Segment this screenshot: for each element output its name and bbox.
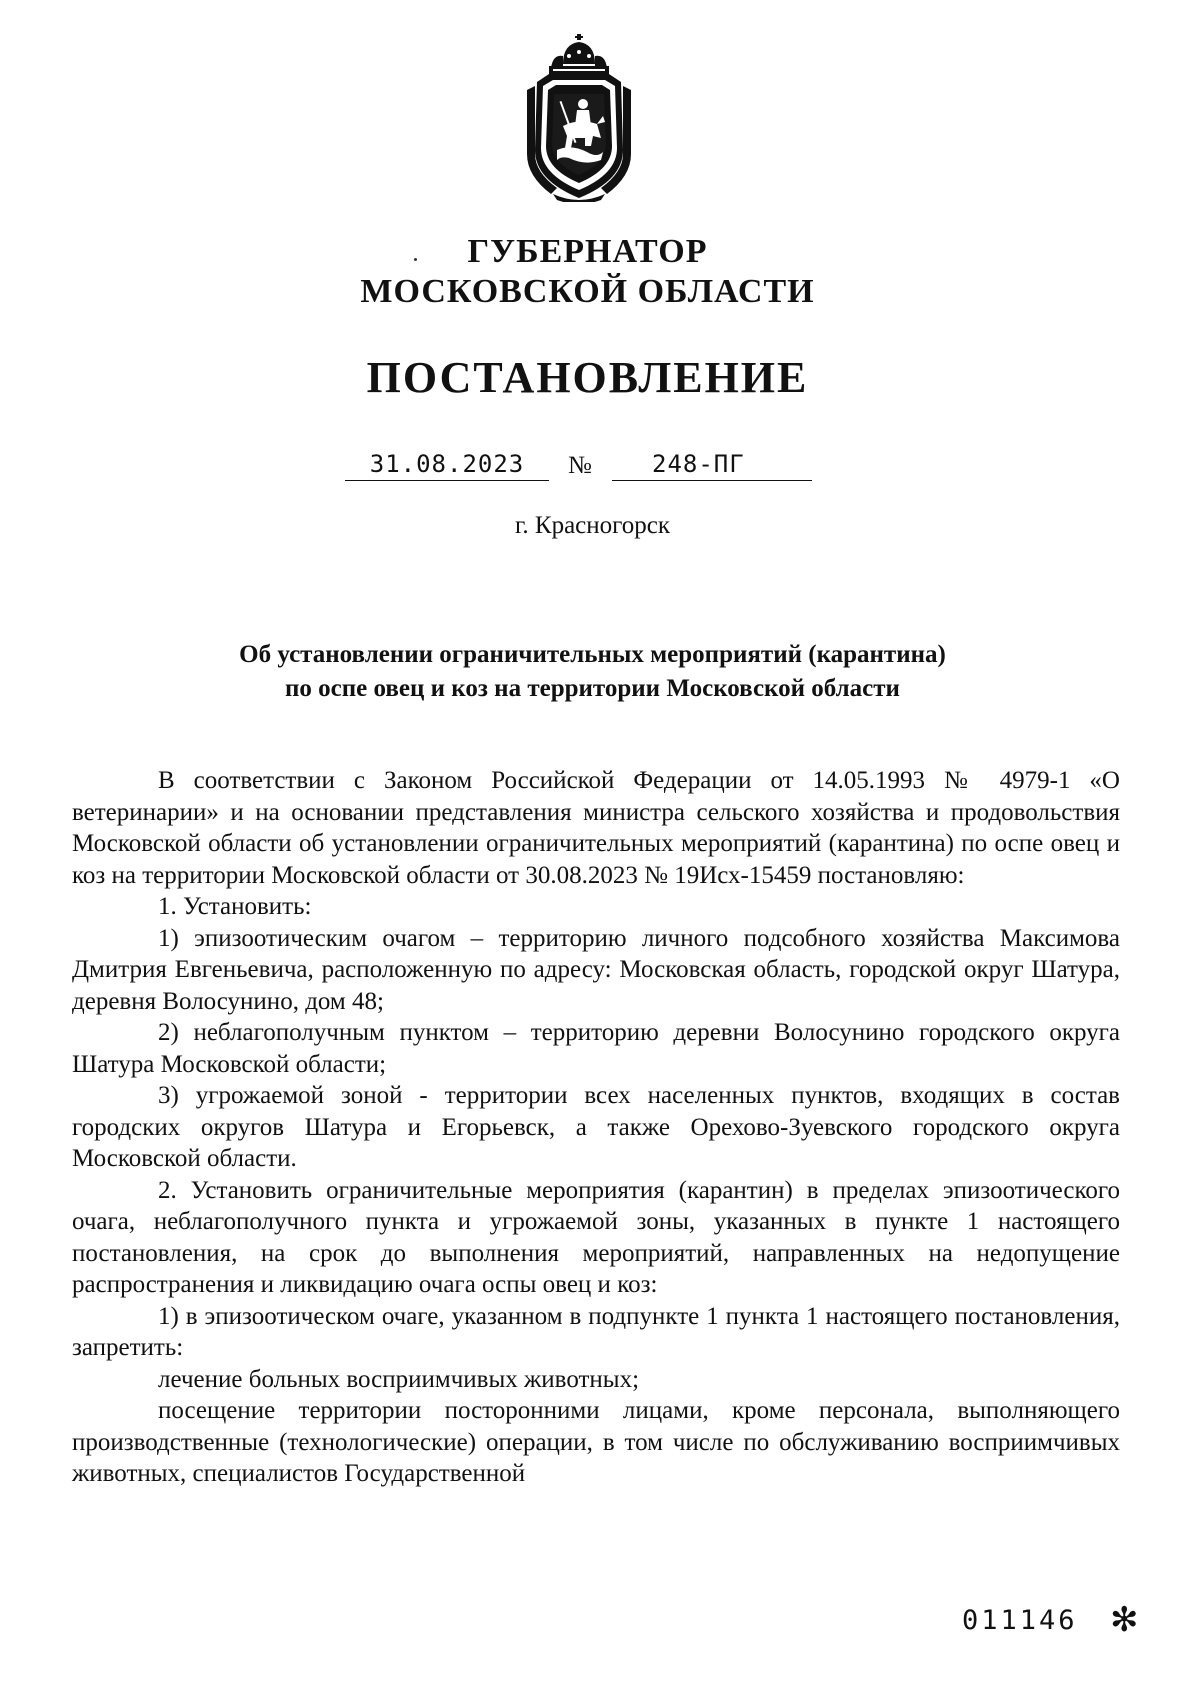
coat-of-arms-icon: [523, 30, 663, 202]
issue-city: г. Красногорск: [514, 512, 671, 539]
body-paragraph: 2) неблагополучным пунктом – территорию деревни Волосунино городского округа Шатура Московской области;: [72, 1019, 1120, 1078]
document-number-field: [612, 450, 812, 481]
body-paragraph: 1) в эпизоотическом очаге, указанном в подпункте 1 пункта 1 настоящего постановления, запретить:: [72, 1302, 1120, 1361]
issuer-title-line1: ГУБЕРНАТОР: [467, 233, 708, 270]
body-paragraph: посещение территории посторонними лицами, кроме персонала, выполняющего производственные (технологические) операции, в том числе по обслуживанию восприимчивых животных, специалистов Государственной: [72, 1397, 1120, 1487]
body-paragraph: В соответствии с Законом Российской Федерации от 14.05.1993 № 4979-1 «О ветеринарии» и на основании представления министра сельского хозяйства и продовольствия Московской области об установлении ограничительных мероприятий (карантина) по оспе овец и коз на территории Московской области от 30.08.2023 № 19Исх-15459 постановляю:: [72, 767, 1120, 889]
document-type-heading: ПОСТАНОВЛЕНИЕ: [366, 353, 809, 402]
document-title: [0, 638, 1185, 706]
body-paragraph: лечение больных восприимчивых животных;: [158, 1365, 640, 1393]
body-paragraph: 3) угрожаемой зоной - территории всех населенных пунктов, входящих в состав городских округов Шатура и Егорьевск, а также Орехово-Зуевского городского округа Московской области.: [72, 1082, 1120, 1172]
form-serial-number: 011146: [962, 1605, 1078, 1636]
body-paragraph: 1) эпизоотическим очагом – территорию личного подсобного хозяйства Максимова Дмитрия Евгеньевича, расположенную по адресу: Московская область, городской округ Шатура, деревня Волосунино, дом 48;: [72, 924, 1120, 1015]
title-line2: по оспе овец и коз на территории Московской области: [285, 675, 900, 702]
document-number: 248-ПГ: [652, 450, 745, 478]
number-label: №: [568, 452, 592, 479]
document-date: 31.08.2023: [345, 450, 549, 481]
body-paragraph: 2. Установить ограничительные мероприятия (карантин) в пределах эпизоотического очага, неблагополучного пункта и угрожаемой зоны, указанных в пункте 1 настоящего постановления, на срок до выполнения мероприятий, направленных на недопущение распространения и ликвидацию очага оспы овец и коз:: [72, 1176, 1120, 1298]
title-line1: Об установлении ограничительных мероприятий (карантина): [239, 641, 946, 668]
body-paragraph: 1. Установить:: [158, 893, 312, 920]
asterisk-mark-icon: ✻: [1110, 1600, 1139, 1640]
issuer-title-line2: МОСКОВСКОЙ ОБЛАСТИ: [360, 273, 815, 310]
date-number-line: [0, 450, 1200, 490]
document-body: [72, 765, 1120, 1490]
